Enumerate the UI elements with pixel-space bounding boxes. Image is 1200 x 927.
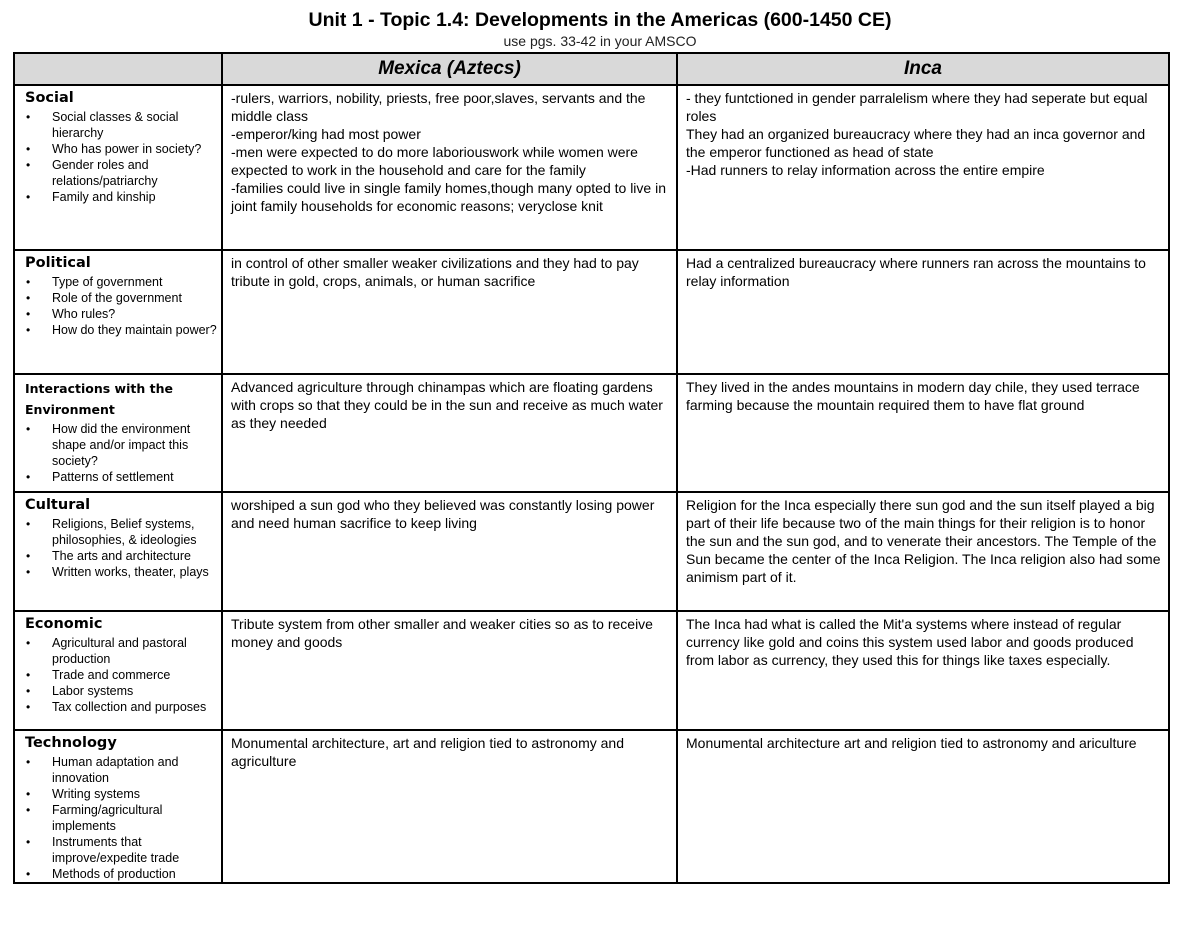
answer-cell-cultural-inca (677, 492, 1169, 611)
category-cell-cultural (14, 492, 222, 611)
table-row-cultural (14, 492, 1169, 611)
answer-line: Had a centralized bureaucracy where runners ran across the mountains to relay information (686, 255, 1146, 289)
header-mexica: Mexica (Aztecs) (222, 53, 677, 85)
prompt-item: • Social classes & social hierarchy (25, 109, 217, 141)
answer-line: Monumental architecture, art and religion tied to astronomy and agriculture (231, 735, 624, 769)
answer-cell-political-inca (677, 250, 1169, 374)
prompt-list-political (25, 274, 217, 338)
prompt-item: • Human adaptation and innovation (25, 754, 217, 786)
prompt-item: • Labor systems (25, 683, 217, 699)
answer-cell-economic-mexica (222, 611, 677, 730)
table-row-technology (14, 730, 1169, 883)
prompt-item: • Written works, theater, plays (25, 564, 217, 580)
prompt-list-technology (25, 754, 217, 882)
prompt-list-cultural (25, 516, 217, 580)
prompt-item: • How do they maintain power? (25, 322, 217, 338)
prompt-item: • How did the environment shape and/or impact this society? (25, 421, 217, 469)
category-title-social: Social (25, 90, 74, 106)
answer-line: Tribute system from other smaller and weaker cities so as to receive money and goods (231, 616, 653, 650)
header-inca: Inca (677, 53, 1169, 85)
answer-line: -rulers, warriors, nobility, priests, free poor,slaves, servants and the middle class (231, 90, 646, 124)
table-header-row (14, 53, 1169, 85)
answer-cell-environment-inca (677, 374, 1169, 492)
prompt-item: • Trade and commerce (25, 667, 217, 683)
answer-line: -Had runners to relay information across the entire empire (686, 162, 1045, 178)
prompt-item: • Type of government (25, 274, 217, 290)
prompt-item: • Gender roles and relations/patriarchy (25, 157, 217, 189)
answer-line: Religion for the Inca especially there sun god and the sun itself played a big part of their life because two of the main things for their religion is to honor the sun and the sun god, and to venerate their ancestors. The Temple of the Sun became the center of the Inca Religion. The Inca religion also had some animism part of it. (686, 497, 1161, 585)
prompt-item: • The arts and architecture (25, 548, 217, 564)
category-title-cultural: Cultural (25, 497, 91, 513)
answer-cell-cultural-mexica (222, 492, 677, 611)
developments-table (13, 52, 1170, 884)
answer-line: - they funtctioned in gender parralelism where they had seperate but equal roles (686, 90, 1148, 124)
category-title-environment: Interactions with the Environment (25, 381, 173, 417)
category-cell-political (14, 250, 222, 374)
prompt-item: • Family and kinship (25, 189, 217, 205)
prompt-item: • Agricultural and pastoral production (25, 635, 217, 667)
answer-line: -emperor/king had most power (231, 126, 421, 142)
category-title-technology: Technology (25, 735, 117, 751)
prompt-item: • Instruments that improve/expedite trade (25, 834, 217, 866)
prompt-item: • Role of the government (25, 290, 217, 306)
table-row-environment (14, 374, 1169, 492)
category-title-economic: Economic (25, 616, 103, 632)
prompt-item: • Who rules? (25, 306, 217, 322)
category-cell-environment (14, 374, 222, 492)
prompt-item: • Who has power in society? (25, 141, 217, 157)
answer-line: They had an organized bureaucracy where they had an inca governor and the emperor functioned as head of state (686, 126, 1146, 160)
prompt-item: • Writing systems (25, 786, 217, 802)
category-cell-technology (14, 730, 222, 883)
document-title: Unit 1 - Topic 1.4: Developments in the Americas (600-1450 CE) (308, 9, 892, 31)
category-title-political: Political (25, 255, 91, 271)
header-blank (14, 53, 222, 85)
answer-cell-social-inca (677, 85, 1169, 250)
table-row-political (14, 250, 1169, 374)
table-row-social (14, 85, 1169, 250)
answer-line: worshiped a sun god who they believed was constantly losing power and need human sacrifice to keep living (231, 497, 655, 531)
prompt-list-social (25, 109, 217, 205)
answer-line: -men were expected to do more laboriouswork while women were expected to work in the household and care for the family (231, 144, 638, 178)
prompt-item: • Tax collection and purposes (25, 699, 217, 715)
table-row-economic (14, 611, 1169, 730)
prompt-list-economic (25, 635, 217, 715)
answer-line: in control of other smaller weaker civilizations and they had to pay tribute in gold, crops, animals, or human sacrifice (231, 255, 639, 289)
answer-cell-economic-inca (677, 611, 1169, 730)
answer-cell-technology-inca (677, 730, 1169, 883)
answer-line: -families could live in single family homes,though many opted to live in joint family households for economic reasons; veryclose knit (231, 180, 666, 214)
answer-line: The Inca had what is called the Mit'a systems where instead of regular currency like gold and coins this system used labor and goods produced from labor as currency, they used this for things like taxes especially. (686, 616, 1134, 668)
prompt-item: • Farming/agricultural implements (25, 802, 217, 834)
prompt-item: • Patterns of settlement (25, 469, 217, 485)
answer-line: Monumental architecture art and religion tied to astronomy and ariculture (686, 735, 1137, 751)
category-cell-economic (14, 611, 222, 730)
answer-cell-technology-mexica (222, 730, 677, 883)
answer-line: They lived in the andes mountains in modern day chile, they used terrace farming because the mountain required them to have flat ground (686, 379, 1140, 413)
answer-line: Advanced agriculture through chinampas which are floating gardens with crops so that they could be in the sun and receive as much water as they needed (231, 379, 663, 431)
answer-cell-social-mexica (222, 85, 677, 250)
prompt-list-environment (25, 421, 217, 485)
answer-cell-environment-mexica (222, 374, 677, 492)
document-subtitle: use pgs. 33-42 in your AMSCO (503, 33, 697, 49)
prompt-item: • Religions, Belief systems, philosophies, & ideologies (25, 516, 217, 548)
answer-cell-political-mexica (222, 250, 677, 374)
prompt-item: • Methods of production (25, 866, 217, 882)
category-cell-social (14, 85, 222, 250)
